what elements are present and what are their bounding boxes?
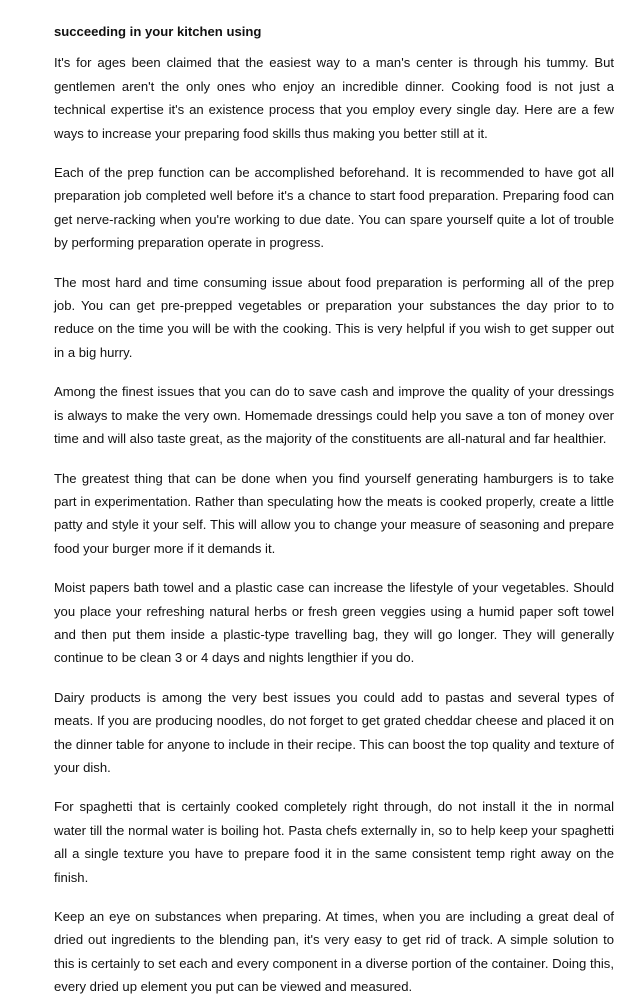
paragraph-8: For spaghetti that is certainly cooked completely right through, do not install it the in normal water till the normal water is boiling hot. Pasta chefs externally in, so to help keep your spaghetti all a single texture you have to prepare food it in the same consistent temp right away on the finish. — [54, 799, 614, 885]
paragraph-4: Among the finest issues that you can do to save cash and improve the quality of your dressings is always to make the very own. Homemade dressings could help you save a ton of money over time and will also taste great, as the majority of the constituents are all-natural and far healthier. — [54, 384, 614, 447]
document-page — [54, 20, 614, 999]
paragraph-1: It's for ages been claimed that the easiest way to a man's center is through his tummy. But gentlemen aren't the only ones who enjoy an incredible dinner. Cooking food is not just a technical expertise it's an existence process that you employ every single day. Here are a few ways to increase your preparing food skills thus making you better still at it. — [54, 55, 614, 141]
paragraph-7: Dairy products is among the very best issues you could add to pastas and several types of meats. If you are producing noodles, do not forget to get grated cheddar cheese and placed it on the dinner table for anyone to include in their recipe. This can boost the top quality and texture of your dish. — [54, 689, 614, 775]
paragraph-6: Moist papers bath towel and a plastic case can increase the lifestyle of your vegetables. Should you place your refreshing natural herbs or fresh green veggies using a humid paper soft towel and then put them inside a plastic-type travelling bag, they will go longer. They will generally continue to be clean 3 or 4 days and nights lengthier if you do. — [54, 580, 614, 666]
paragraph-9: Keep an eye on substances when preparing. At times, when you are including a great deal of dried out ingredients to the blending pan, it's very easy to get rid of track. A simple solution to this is certainly to set each and every component in a diverse portion of the container. Doing this, every dried up element you put can be viewed and measured. — [54, 909, 614, 995]
document-title: succeeding in your kitchen using — [54, 24, 262, 39]
paragraph-2: Each of the prep function can be accomplished beforehand. It is recommended to have got all preparation job completed well before it's a chance to start food preparation. Preparing food can get nerve-racking when you're working to due date. You can spare yourself quite a lot of trouble by performing preparation operate in progress. — [54, 165, 614, 251]
paragraph-3: The most hard and time consuming issue about food preparation is performing all of the prep job. You can get pre-prepped vegetables or preparation your substances the day prior to to reduce on the time you will be with the cooking. This is very helpful if you wish to get supper out in a big hurry. — [54, 274, 614, 360]
paragraph-5: The greatest thing that can be done when you find yourself generating hamburgers is to take part in experimentation. Rather than speculating how the meats is cooked properly, create a little patty and style it your self. This will allow you to change your measure of seasoning and prepare food your burger more if it demands it. — [54, 470, 614, 556]
